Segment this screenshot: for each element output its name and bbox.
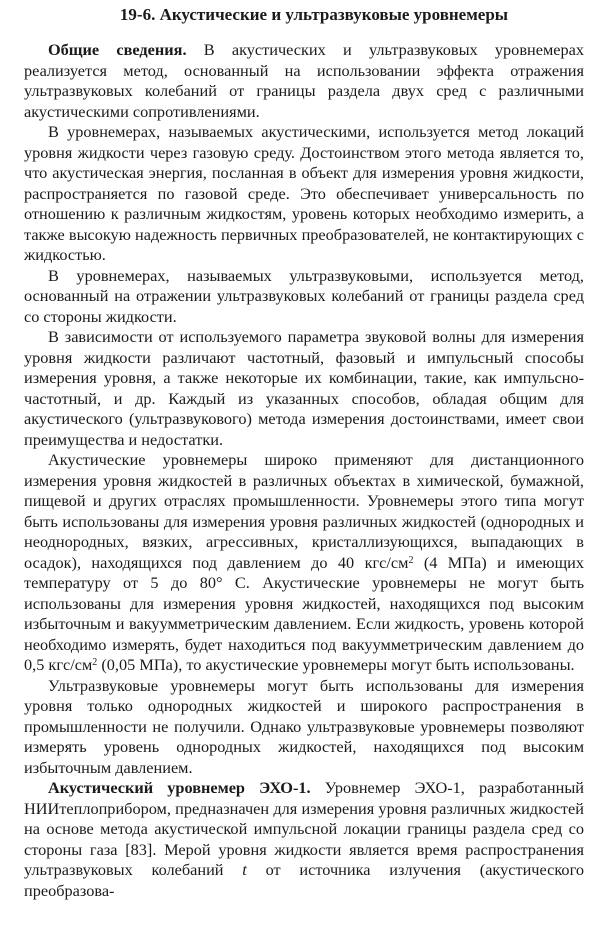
superscript: 2 — [408, 554, 414, 566]
italic-variable: t — [242, 860, 247, 879]
paragraph-lead: Общие сведения. — [48, 40, 187, 59]
paragraph-methods — [24, 327, 584, 450]
paragraph-text: (0,05 МПа), то акустические уровнемеры могут быть использованы. — [97, 655, 575, 674]
paragraph-text: от источника излучения (акустического преобразова- — [24, 860, 584, 900]
paragraph-text: В зависимости от используемого параметра звуковой волны для измерения уровня жидкости различают частотный, фазовый и импульсный способы измерения уровня, а также некоторые их комбинации, такие, как импульсно-частотный, и др. Каждый из указанных способов, обладая общим для акустического (ультразвукового) метода измерения достоинствами, имеет свои преимущества и недостатки. — [24, 327, 584, 449]
paragraph-lead: Акустический уровнемер ЭХО-1. — [48, 778, 311, 797]
paragraph-text: В уровнемерах, называемых акустическими, используется метод локаций уровня жидкости через газовую среду. Достоинством этого метода является то, что акустическая энергия, посланная в объект для измерения уровня жидкости, распространяется по газовой среде. Это обеспечивает универсальность по отношению к различным жидкостям, уровень которых необходимо измерить, а также высокую надежность первичных преобразователей, не контактирующих с жидкостью. — [24, 122, 584, 264]
paragraph-text: Уровнемер ЭХО-1, разработанный НИИтеплоприбором, предназначен для измерения уровня различных жидкостей на основе метода акустической импульсной локации границы раздела сред со стороны газа [83]. Мерой уровня жидкости является время распространения ультразвуковых колебаний — [24, 778, 585, 879]
paragraph-echo1 — [24, 778, 584, 901]
superscript: 2 — [92, 657, 98, 668]
paragraph-ultrasonic-limits — [24, 676, 584, 779]
section-heading: 19-6. Акустические и ультразвуковые уровнемеры — [119, 5, 509, 24]
paragraph-general — [24, 40, 584, 122]
paragraph-text: В акустических и ультразвуковых уровнемерах реализуется метод, основанный на использовании эффекта отражения ультразвуковых колебаний от границы раздела двух сред с различными акустическими сопротивлениями. — [24, 40, 584, 121]
paragraph-text: (4 МПа) и имеющих температуру от 5 до 80° С. Акустические уровнемеры не могут быть использованы для измерения уровня жидкостей, находящихся под высоким избыточным и вакуумметрическим давлением. Если жидкость, уровень которой необходимо измерять, будет находиться под вакуумметрическим давлением до 0,5 кгс/см — [24, 552, 584, 674]
paragraph-acoustic — [24, 122, 584, 266]
paragraph-ultrasonic — [24, 266, 584, 328]
paragraph-text: Ультразвуковые уровнемеры могут быть использованы для измерения уровня только однородных жидкостей и широкого распространения в промышленности не получили. Однако ультразвуковые уровнемеры позволяют измерять уровень однородных жидкостей, находящихся под высоким избыточным давлением. — [24, 675, 584, 777]
paragraph-text: В уровнемерах, называемых ультразвуковыми, используется метод, основанный на отражении ультразвуковых колебаний от границы раздела сред со стороны жидкости. — [24, 265, 584, 326]
document-page — [24, 4, 584, 901]
paragraph-text: Акустические уровнемеры широко применяют для дистанционного измерения уровня жидкостей в различных объектах в химической, бумажной, пищевой и других отраслях промышленности. Уровнемеры этого типа могут быть использованы для измерения уровня различных жидкостей (однородных и неоднородных, вязких, агрессивных, кристаллизующихся, выпадающих в осадок), находящихся под давлением до 40 кгс/см — [24, 450, 584, 572]
paragraph-applications — [24, 450, 584, 676]
